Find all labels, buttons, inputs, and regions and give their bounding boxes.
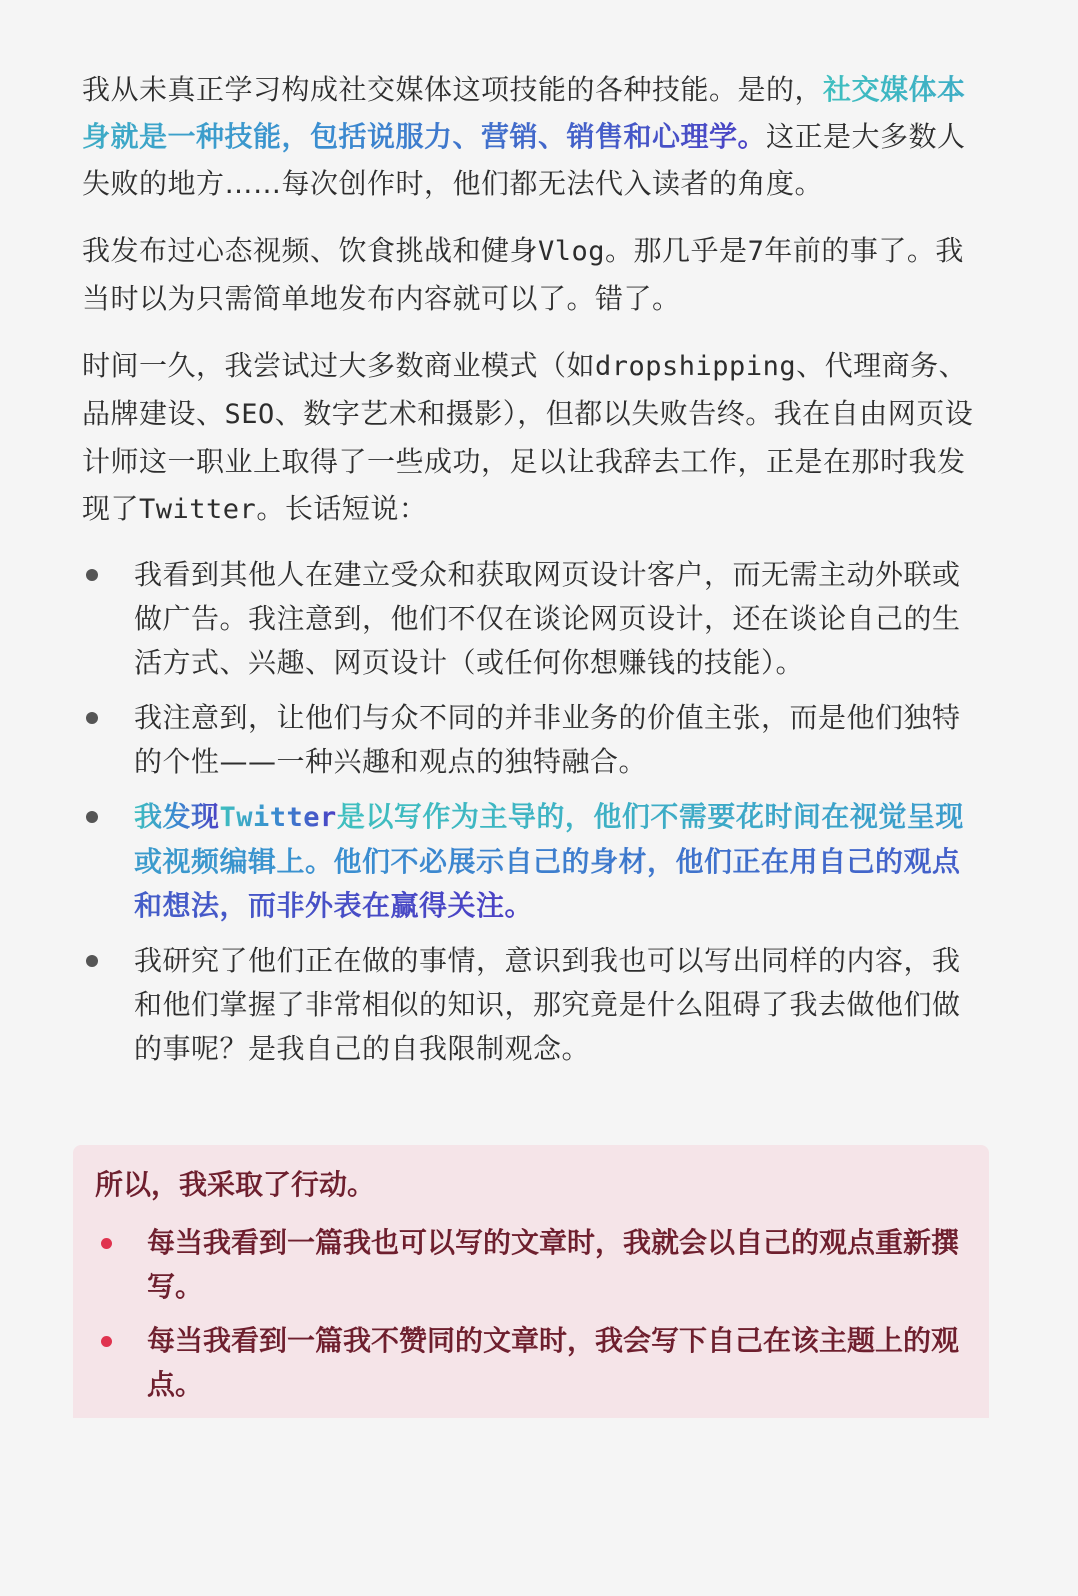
callout-item-text: 每当我看到一篇我也可以写的文章时，我就会以自己的观点重新撰写。 (147, 1226, 960, 1303)
list-item-text: 我看到其他人在建立受众和获取网页设计客户，而无需主动外联或做广告。我注意到，他们不仅在谈论网页设计，还在谈论自己的生活方式、兴趣、网页设计（或任何你想赚钱的技能）。 (134, 558, 961, 679)
list-item-text: 我注意到，让他们与众不同的并非业务的价值主张，而是他们独特的个性——一种兴趣和观点的独特融合。 (134, 701, 961, 778)
callout-box (73, 1145, 989, 1418)
highlighted-text: 是以写作为主导的，他们不需要花时间在视觉呈现或视频编辑上。他们不必展示自己的身材，他们正在用自己的观点和想法，而非外表在赢得关注。 (134, 800, 964, 922)
paragraph-text: 这正是大多数人失败的地方……每次创作时，他们都无法代入读者的角度。 (82, 120, 966, 200)
paragraph-text: 。长话短说： (256, 492, 428, 525)
article-body (82, 66, 982, 1082)
highlighted-text: 社交媒体本身就是一种技能，包括说服力、营销、销售和心理学。 (82, 73, 966, 153)
inline-term: Twitter (139, 494, 257, 525)
bullet-icon (86, 955, 98, 967)
list-item (82, 696, 982, 784)
callout-item (95, 1221, 967, 1309)
callout-item (95, 1319, 967, 1407)
list-item-text: 我研究了他们正在做的事情，意识到我也可以写出同样的内容，我和他们掌握了非常相似的知识，那究竟是什么阻碍了我去做他们做的事呢？是我自己的自我限制观念。 (134, 944, 961, 1065)
callout-title: 所以，我采取了行动。 (95, 1168, 376, 1201)
paragraph-text: 。那几乎是 (605, 234, 748, 267)
inline-term: Vlog (538, 236, 606, 267)
bullet-list (82, 553, 982, 1071)
list-item (82, 939, 982, 1071)
paragraph-2 (82, 227, 982, 322)
paragraph-3 (82, 342, 982, 533)
callout-list (95, 1221, 967, 1407)
bullet-icon (86, 569, 98, 581)
bullet-icon (86, 811, 98, 823)
paragraph-text: 、数字艺术和摄影），但都以失败告终。我在自由网页设计师这一职业上取得了一些成功，足以让我辞去工作，正是在那时我发现了 (82, 397, 974, 525)
inline-number: 7 (747, 236, 765, 267)
inline-term: SEO (224, 399, 275, 430)
bullet-icon (86, 712, 98, 724)
paragraph-text: 、代理商务、品牌建设、 (82, 349, 968, 430)
bullet-icon (101, 1336, 112, 1347)
highlighted-text: 我发现 (134, 800, 220, 833)
list-item-highlighted (82, 795, 982, 928)
bullet-icon (101, 1238, 112, 1249)
paragraph-text: 我发布过心态视频、饮食挑战和健身 (82, 234, 539, 267)
inline-term: dropshipping (595, 351, 797, 382)
callout-item-text: 每当我看到一篇我不赞同的文章时，我会写下自己在该主题上的观点。 (147, 1324, 960, 1401)
paragraph-1 (82, 66, 982, 207)
list-item (82, 553, 982, 685)
paragraph-text: 年前的事了。我当时以为只需简单地发布内容就可以了。错了。 (82, 234, 964, 315)
paragraph-text: 时间一久，我尝试过大多数商业模式（如 (82, 349, 596, 382)
highlighted-term: Twitter (219, 802, 337, 833)
paragraph-text: 我从未真正学习构成社交媒体这项技能的各种技能。是的， (82, 73, 824, 106)
